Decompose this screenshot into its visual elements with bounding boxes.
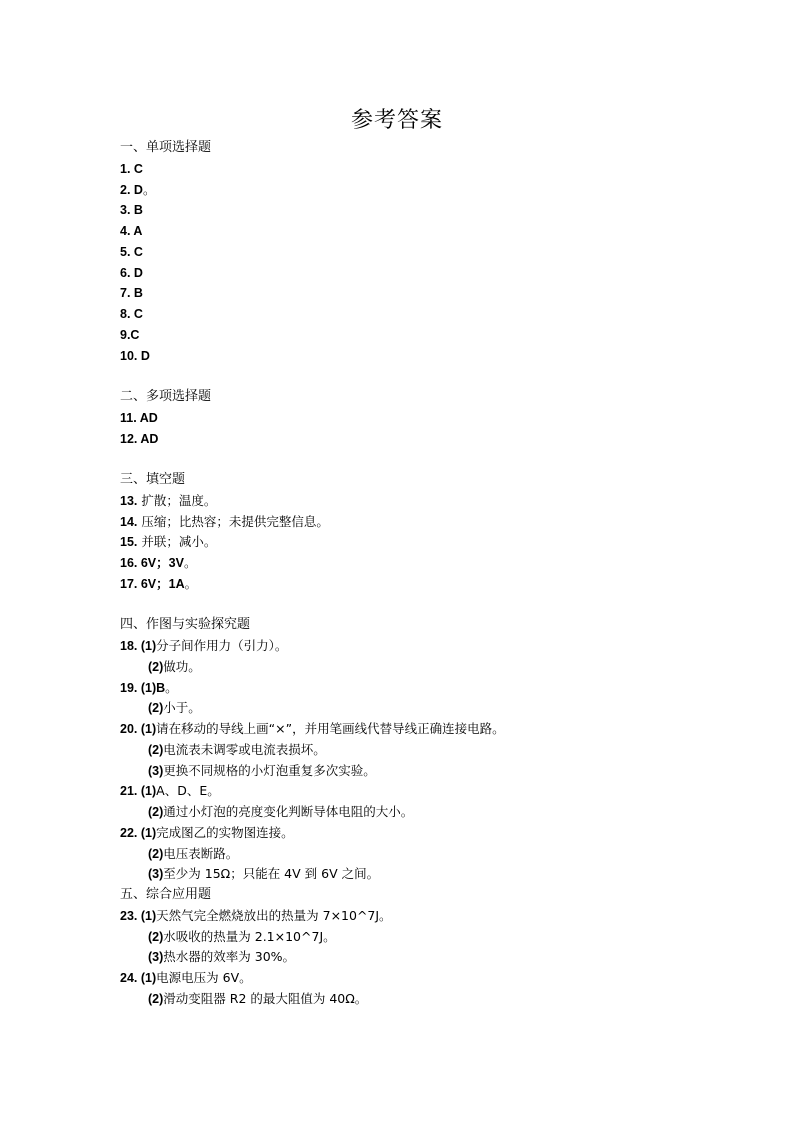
answer-subitem	[120, 657, 720, 678]
blank-line	[120, 595, 720, 616]
answer-item	[120, 408, 720, 429]
answer-item	[120, 574, 720, 595]
answer-number: 9.C	[120, 327, 140, 342]
answer-subitem	[120, 761, 720, 782]
answer-number: (2)	[148, 846, 164, 861]
answer-item	[120, 823, 720, 844]
answer-number: 4. A	[120, 224, 143, 238]
answer-text: 通过小灯泡的亮度变化判断导体电阻的大小。	[163, 804, 414, 819]
answer-item	[120, 636, 720, 657]
answer-number: 13.	[120, 493, 138, 508]
answer-item	[120, 325, 720, 346]
answer-number: 22. (1)	[120, 825, 157, 840]
answer-number: (2)	[148, 742, 164, 757]
answer-text: 完成图乙的实物图连接。	[156, 824, 294, 840]
answer-text: 分子间作用力（引力）。	[156, 638, 288, 653]
answer-text: 请在移动的导线上画“×”，并用笔画线代替导线正确连接电路。	[156, 721, 505, 736]
answer-number: (3)	[148, 950, 164, 965]
section-heading: 一、单项选择题	[120, 140, 212, 155]
answer-number: (2)	[148, 701, 164, 716]
answer-item	[120, 180, 720, 201]
answer-number: 14.	[120, 514, 138, 529]
answer-item	[120, 553, 720, 574]
answer-text: 并联；减小。	[137, 534, 217, 550]
answer-text: 小于。	[163, 700, 201, 716]
answer-number: 17. 6V；1A	[120, 576, 185, 591]
answer-number: (3)	[148, 867, 164, 882]
answer-item	[120, 263, 720, 284]
answer-number: 2. D	[120, 182, 143, 197]
answer-number: 10. D	[120, 348, 150, 363]
answer-subitem	[120, 927, 720, 948]
answer-subitem	[120, 947, 720, 968]
answer-number: (2)	[148, 805, 164, 819]
answer-item	[120, 719, 720, 740]
answer-number: 6. D	[120, 265, 143, 280]
answer-item	[120, 678, 720, 699]
answer-item	[120, 304, 720, 325]
answer-number: 18. (1)	[120, 639, 157, 653]
answer-text: 电压表断路。	[163, 845, 239, 861]
answer-number: 1. C	[120, 161, 143, 176]
answer-item	[120, 283, 720, 304]
answer-item	[120, 968, 720, 989]
answer-number: 12. AD	[120, 431, 159, 446]
answer-item	[120, 906, 720, 927]
answer-subitem	[120, 864, 720, 885]
answer-text: 。	[142, 181, 156, 197]
answer-subitem	[120, 844, 720, 865]
answer-text: 做功。	[163, 658, 201, 674]
answer-number: 15.	[120, 535, 138, 550]
answer-text: 。	[165, 679, 178, 695]
answer-number: 23. (1)	[120, 908, 157, 923]
blank-line	[120, 366, 720, 387]
answer-text: 扩散；温度。	[137, 492, 217, 508]
answer-text: 。	[183, 555, 197, 570]
answer-item	[120, 781, 720, 802]
answer-item	[120, 491, 720, 512]
answer-text: A、D、E。	[156, 783, 220, 799]
answer-subitem	[120, 740, 720, 761]
answer-text: 至少为 15Ω；只能在 4V 到 6V 之间。	[163, 866, 380, 882]
section-heading: 四、作图与实验探究题	[120, 617, 251, 633]
answer-item	[120, 346, 720, 367]
answer-text: 压缩；比热容；未提供完整信息。	[137, 513, 329, 529]
answer-text: 电流表未调零或电流表损坏。	[163, 741, 326, 757]
answer-item	[120, 532, 720, 553]
page-title: 参考答案	[350, 108, 443, 133]
answer-item	[120, 512, 720, 533]
answer-text: 。	[184, 575, 198, 591]
answer-number: (2)	[148, 991, 164, 1006]
answer-item	[120, 159, 720, 180]
answer-number: 16. 6V；3V	[120, 556, 184, 570]
answer-item	[120, 429, 720, 450]
answer-number: 19. (1)B	[120, 680, 166, 695]
answer-item	[120, 221, 720, 242]
answer-item	[120, 242, 720, 263]
answer-number: 20. (1)	[120, 722, 157, 736]
answer-number: 5. C	[120, 244, 143, 259]
answer-subitem	[120, 989, 720, 1010]
answer-number: 21. (1)	[120, 784, 157, 799]
answer-text: 天然气完全燃烧放出的热量为 7×10^7J。	[156, 907, 392, 923]
answer-number: 7. B	[120, 286, 143, 301]
answer-subitem	[120, 698, 720, 719]
answer-number: 24. (1)	[120, 971, 157, 985]
answer-number: 11. AD	[120, 410, 158, 425]
answer-text: 更换不同规格的小灯泡重复多次实验。	[163, 762, 376, 778]
answer-subitem	[120, 802, 720, 823]
answer-text: 滑动变阻器 R2 的最大阻值为 40Ω。	[163, 990, 368, 1006]
section-heading: 三、填空题	[120, 472, 186, 487]
section-heading: 五、综合应用题	[120, 887, 212, 902]
answer-text: 热水器的效率为 30%。	[163, 949, 296, 965]
answer-number: (2)	[148, 929, 164, 944]
blank-line	[120, 449, 720, 470]
section-heading: 二、多项选择题	[120, 389, 212, 404]
answer-item	[120, 200, 720, 221]
answer-number: (3)	[148, 763, 164, 778]
answer-text: 电源电压为 6V。	[156, 970, 252, 985]
answer-list	[120, 138, 720, 1010]
answer-number: 3. B	[120, 203, 143, 218]
answer-text: 水吸收的热量为 2.1×10^7J。	[163, 928, 336, 944]
answer-number: 8. C	[120, 307, 143, 321]
answer-number: (2)	[148, 659, 164, 674]
